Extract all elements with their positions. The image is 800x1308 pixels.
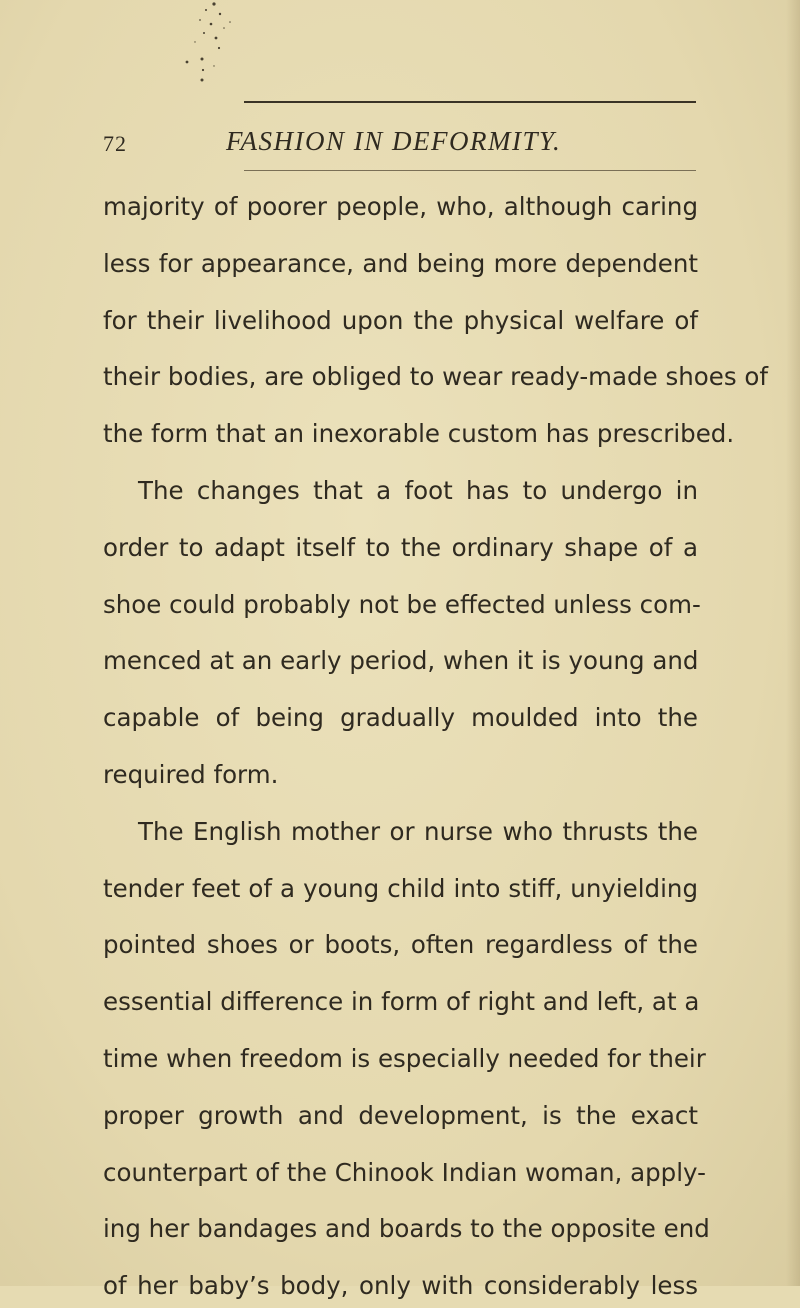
text-line: counterpart of the Chinook Indian woman, apply- <box>103 1157 706 1187</box>
header-rule-top <box>244 101 696 103</box>
text-line: essential difference in form of right and left, at a <box>103 987 700 1017</box>
text-line: proper growth and development, is the exact <box>103 1100 698 1130</box>
text-line: for their livelihood upon the physical welfare of <box>103 305 698 335</box>
text-line: The English mother or nurse who thrusts the <box>138 816 698 846</box>
text-line: the form that an inexorable custom has prescribed. <box>103 419 735 449</box>
header-rule-bottom <box>244 170 696 171</box>
text-line: order to adapt itself to the ordinary shape of a <box>103 532 698 562</box>
text-line: ing her bandages and boards to the opposite end <box>103 1214 710 1244</box>
text-line: required form. <box>103 760 279 789</box>
text-line: majority of poorer people, who, although caring <box>103 192 698 221</box>
text-line: pointed shoes or boots, often regardless of the <box>103 930 698 960</box>
page-edge-shadow <box>786 0 800 1286</box>
text-line: capable of being gradually moulded into the <box>103 703 698 733</box>
text-line: time when freedom is especially needed for their <box>103 1044 706 1073</box>
text-line: tender feet of a young child into stiff, unyielding <box>103 873 698 903</box>
page-number: 72 <box>103 131 127 156</box>
text-line: menced at an early period, when it is young and <box>103 646 699 676</box>
ink-specks <box>140 0 250 95</box>
running-title: FASHION IN DEFORMITY. <box>226 126 562 156</box>
text-line: of her baby’s body, only with considerably less <box>103 1271 698 1301</box>
text-line: their bodies, are obliged to wear ready-made shoes of <box>103 362 768 392</box>
text-line: The changes that a foot has to undergo in <box>138 476 698 505</box>
text-line: less for appearance, and being more dependent <box>103 248 698 278</box>
text-line: shoe could probably not be effected unless com- <box>103 589 701 619</box>
